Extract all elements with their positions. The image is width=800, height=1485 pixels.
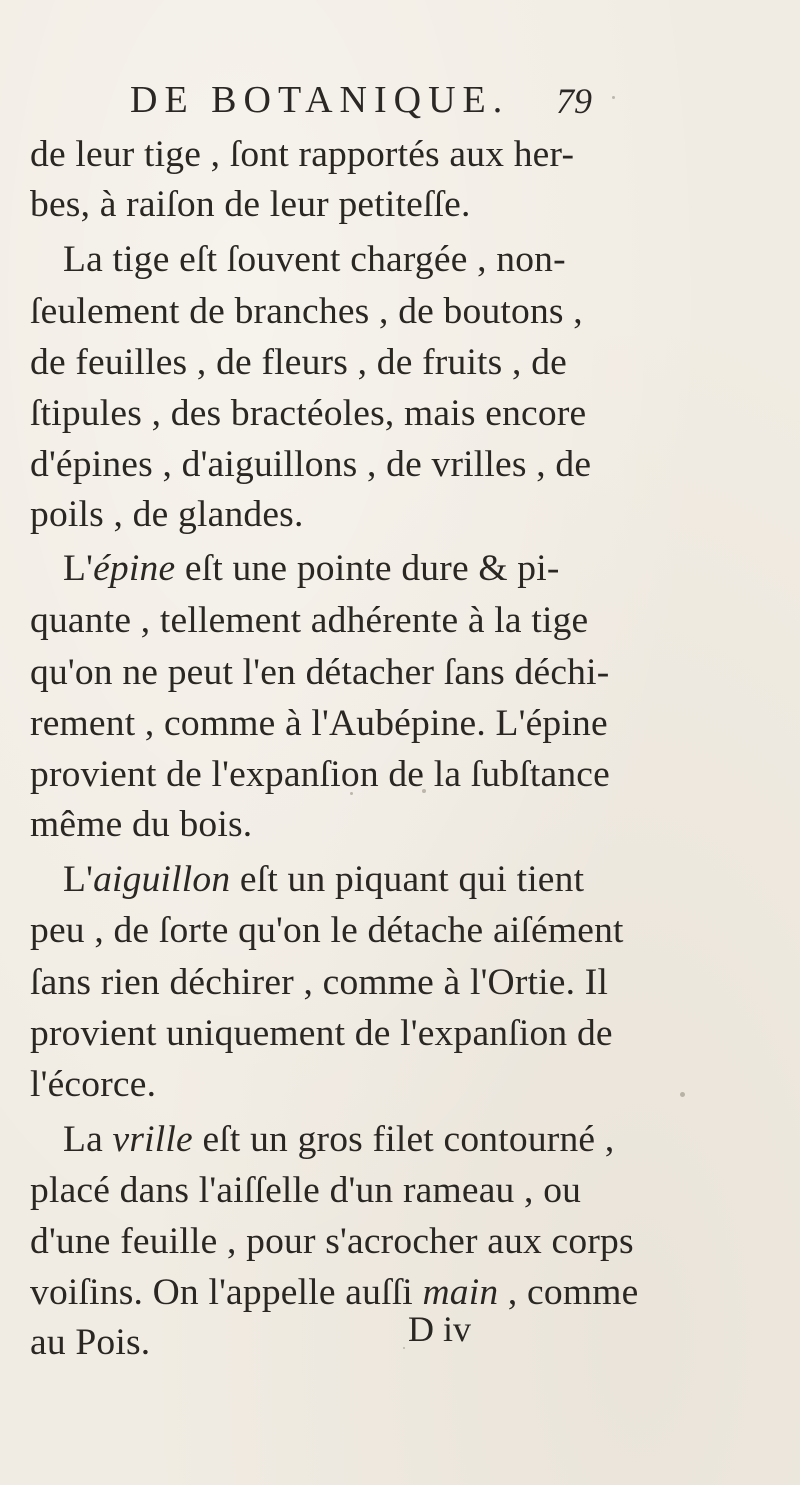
text-line-2: bes, à raiſon de leur petiteſſe.	[30, 184, 471, 225]
text-line-23: voiſins. On l'appelle auſſi main , comme	[30, 1272, 639, 1313]
italic-term-epine: épine	[93, 548, 176, 589]
text-line-24: au Pois.	[30, 1322, 151, 1363]
text-line-5: de feuilles , de fleurs , de fruits , de	[30, 342, 567, 383]
text-line-6: ſtipules , des bractéoles, mais encore	[30, 393, 587, 434]
italic-term-aiguillon: aiguillon	[93, 859, 231, 900]
text-line-22: d'une feuille , pour s'acrocher aux corps	[30, 1221, 634, 1262]
paper-speck	[422, 789, 426, 793]
text-line-10: quante , tellement adhérente à la tige	[30, 600, 589, 641]
text-line-12: rement , comme à l'Aubépine. L'épine	[30, 703, 608, 744]
text-line-7: d'épines , d'aiguillons , de vrilles , de	[30, 444, 592, 485]
text-line-14: même du bois.	[30, 804, 253, 845]
running-head	[0, 74, 800, 124]
text-line-17: ſans rien déchirer , comme à l'Ortie. Il	[30, 962, 609, 1003]
text-line-15: L'aiguillon eſt un piquant qui tient	[63, 859, 585, 900]
signature-mark: D iv	[408, 1309, 471, 1349]
italic-term-main: main	[422, 1272, 499, 1313]
text-line-8: poils , de glandes.	[30, 494, 304, 535]
running-title: DE BOTANIQUE.	[130, 79, 510, 121]
text-line-16: peu , de ſorte qu'on le détache aiſément	[30, 910, 624, 951]
text-line-20: La vrille eſt un gros filet contourné ,	[63, 1119, 615, 1160]
text-line-18: provient uniquement de l'expanſion de	[30, 1013, 613, 1054]
italic-term-vrille: vrille	[112, 1119, 193, 1160]
text-line-4: ſeulement de branches , de boutons ,	[30, 291, 583, 332]
paper-speck	[350, 792, 353, 795]
text-line-13: provient de l'expanſion de la ſubſtance	[30, 754, 610, 795]
paper-speck	[612, 96, 615, 99]
paper-speck	[403, 1347, 405, 1349]
paper-speck	[680, 1092, 685, 1097]
text-line-21: placé dans l'aiſſelle d'un rameau , ou	[30, 1170, 582, 1211]
text-line-3: La tige eſt ſouvent chargée , non-	[63, 239, 566, 280]
text-line-9: L'épine eſt une pointe dure & pi-	[63, 548, 560, 589]
page-number: 79	[556, 81, 592, 121]
text-line-11: qu'on ne peut l'en détacher ſans déchi-	[30, 652, 610, 693]
text-line-19: l'écorce.	[30, 1064, 157, 1105]
text-line-1: de leur tige , ſont rapportés aux her-	[30, 134, 575, 175]
